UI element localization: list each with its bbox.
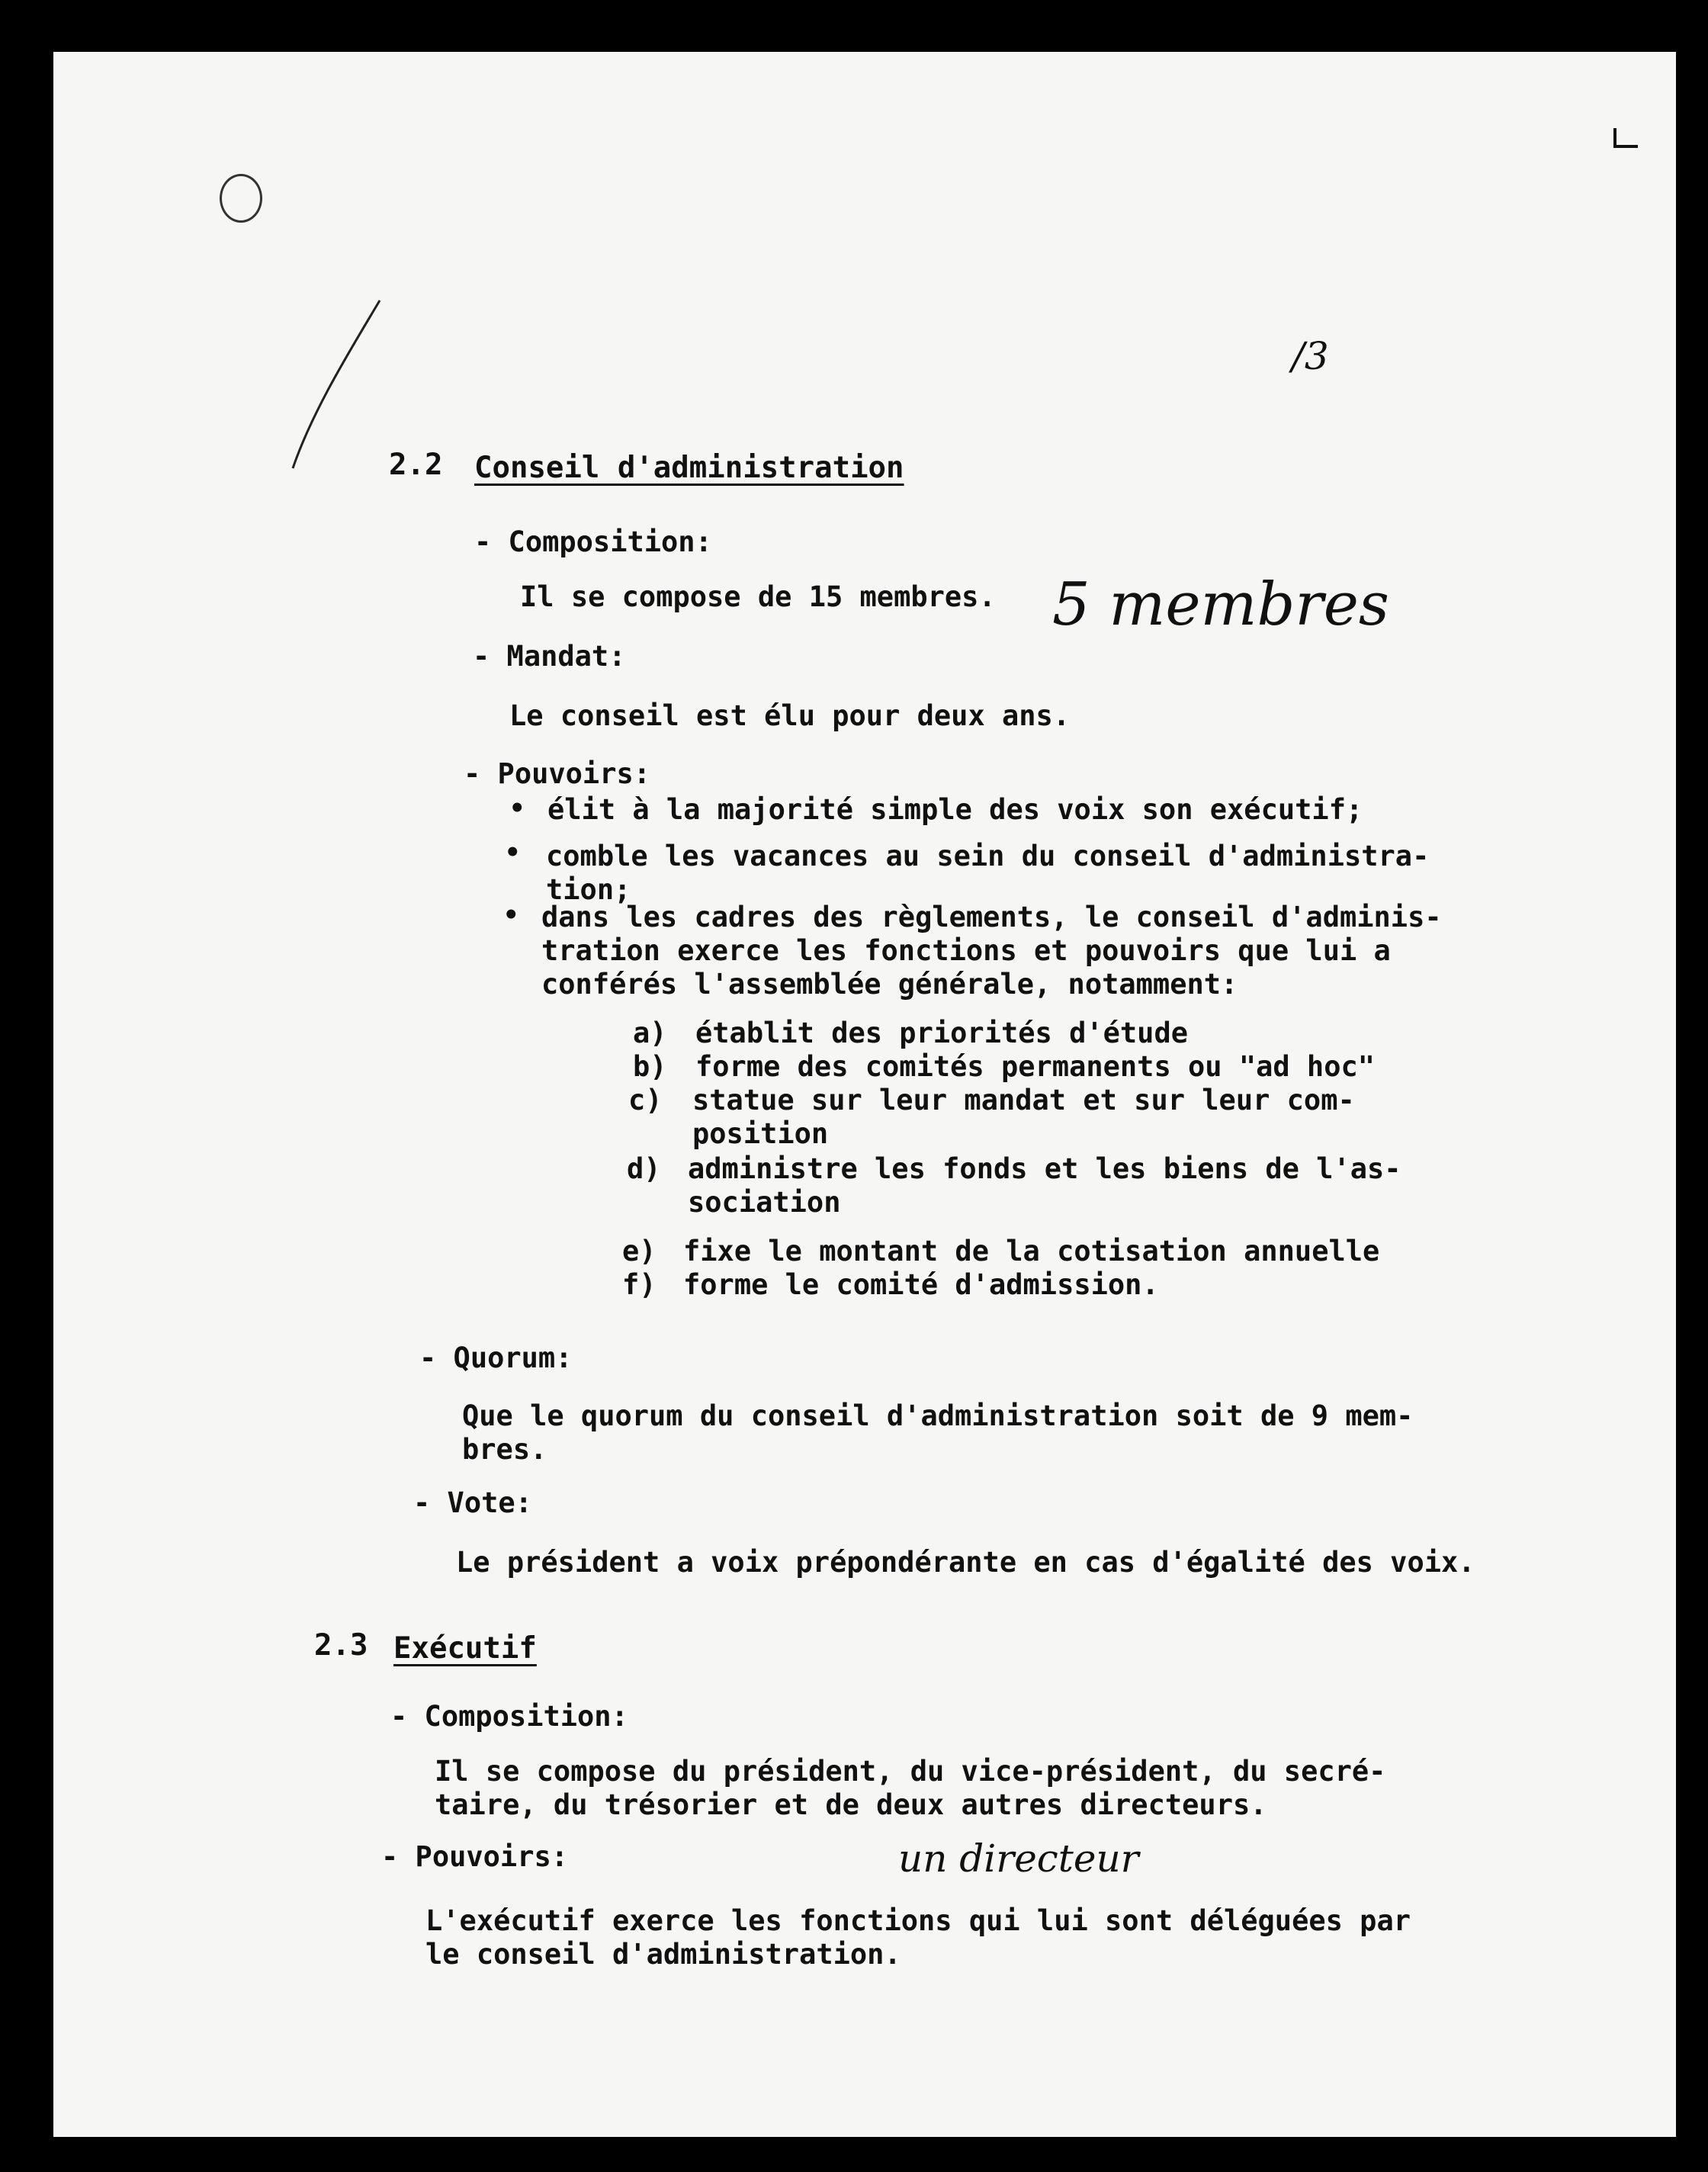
item-d-text-1: administre les fonds et les biens de l'as- xyxy=(688,1152,1401,1185)
mandat-text: Le conseil est élu pour deux ans. xyxy=(509,699,1071,732)
handwritten-note-directeur: un directeur xyxy=(898,1836,1139,1881)
item-d-text-2: sociation xyxy=(688,1186,841,1219)
executif-composition-text-1: Il se compose du président, du vice-président, du secré- xyxy=(435,1755,1386,1788)
bullet: • xyxy=(509,793,525,824)
pouvoirs-label: - Pouvoirs: xyxy=(464,757,651,790)
item-c-text-1: statue sur leur mandat et sur leur com- xyxy=(692,1084,1355,1117)
pencil-stroke xyxy=(282,296,389,479)
vote-label: - Vote: xyxy=(413,1486,532,1519)
bullet-1-line-1: élit à la majorité simple des voix son exécutif; xyxy=(547,793,1363,826)
vote-text: Le président a voix prépondérante en cas d'égalité des voix. xyxy=(456,1546,1475,1579)
item-e-text: fixe le montant de la cotisation annuelle xyxy=(683,1235,1380,1268)
mandat-label: - Mandat: xyxy=(473,640,626,673)
item-c-letter: c) xyxy=(628,1084,663,1117)
quorum-text-2: bres. xyxy=(462,1433,547,1466)
bullet-2-line-2: tion; xyxy=(546,873,631,906)
scan-artifact-circle xyxy=(220,174,262,223)
executif-composition-text-2: taire, du trésorier et de deux autres directeurs. xyxy=(435,1788,1267,1821)
document-page xyxy=(53,52,1676,2137)
item-d-letter: d) xyxy=(627,1152,661,1185)
section-title-executif: Exécutif xyxy=(393,1631,537,1666)
item-b-letter: b) xyxy=(633,1050,667,1083)
executif-composition-label: - Composition: xyxy=(390,1700,628,1733)
item-a-letter: a) xyxy=(633,1017,667,1049)
bullet-3-line-2: tration exerce les fonctions et pouvoirs que lui a xyxy=(541,934,1391,967)
section-number-2-2: 2.2 xyxy=(389,448,443,482)
item-f-letter: f) xyxy=(622,1268,657,1301)
item-b-text: forme des comités permanents ou "ad hoc" xyxy=(695,1050,1376,1083)
executif-pouvoirs-text-1: L'exécutif exerce les fonctions qui lui sont déléguées par xyxy=(425,1904,1411,1937)
bullet-2-line-1: comble les vacances au sein du conseil d'administra- xyxy=(546,840,1430,872)
quorum-text-1: Que le quorum du conseil d'administration soit de 9 mem- xyxy=(462,1399,1414,1432)
item-c-text-2: position xyxy=(692,1117,829,1150)
item-e-letter: e) xyxy=(622,1235,657,1268)
section-title-conseil: Conseil d'administration xyxy=(474,451,904,485)
section-number-2-3: 2.3 xyxy=(314,1628,368,1663)
quorum-label: - Quorum: xyxy=(419,1341,573,1374)
executif-pouvoirs-label: - Pouvoirs: xyxy=(381,1840,569,1873)
bullet-3-line-1: dans les cadres des règlements, le conseil d'adminis- xyxy=(541,901,1442,933)
bullet: • xyxy=(505,837,521,868)
bullet-3-line-3: conférés l'assemblée générale, notamment: xyxy=(541,968,1238,1001)
page-number: /3 xyxy=(1292,334,1329,378)
composition-text: Il se compose de 15 membres. xyxy=(520,580,996,613)
bullet: • xyxy=(503,900,519,930)
corner-mark xyxy=(1613,128,1638,148)
handwritten-note-members: 5 membres xyxy=(1052,570,1389,639)
executif-pouvoirs-text-2: le conseil d'administration. xyxy=(425,1938,901,1971)
item-a-text: établit des priorités d'étude xyxy=(695,1017,1189,1049)
composition-label: - Composition: xyxy=(474,525,712,558)
item-f-text: forme le comité d'admission. xyxy=(683,1268,1159,1301)
